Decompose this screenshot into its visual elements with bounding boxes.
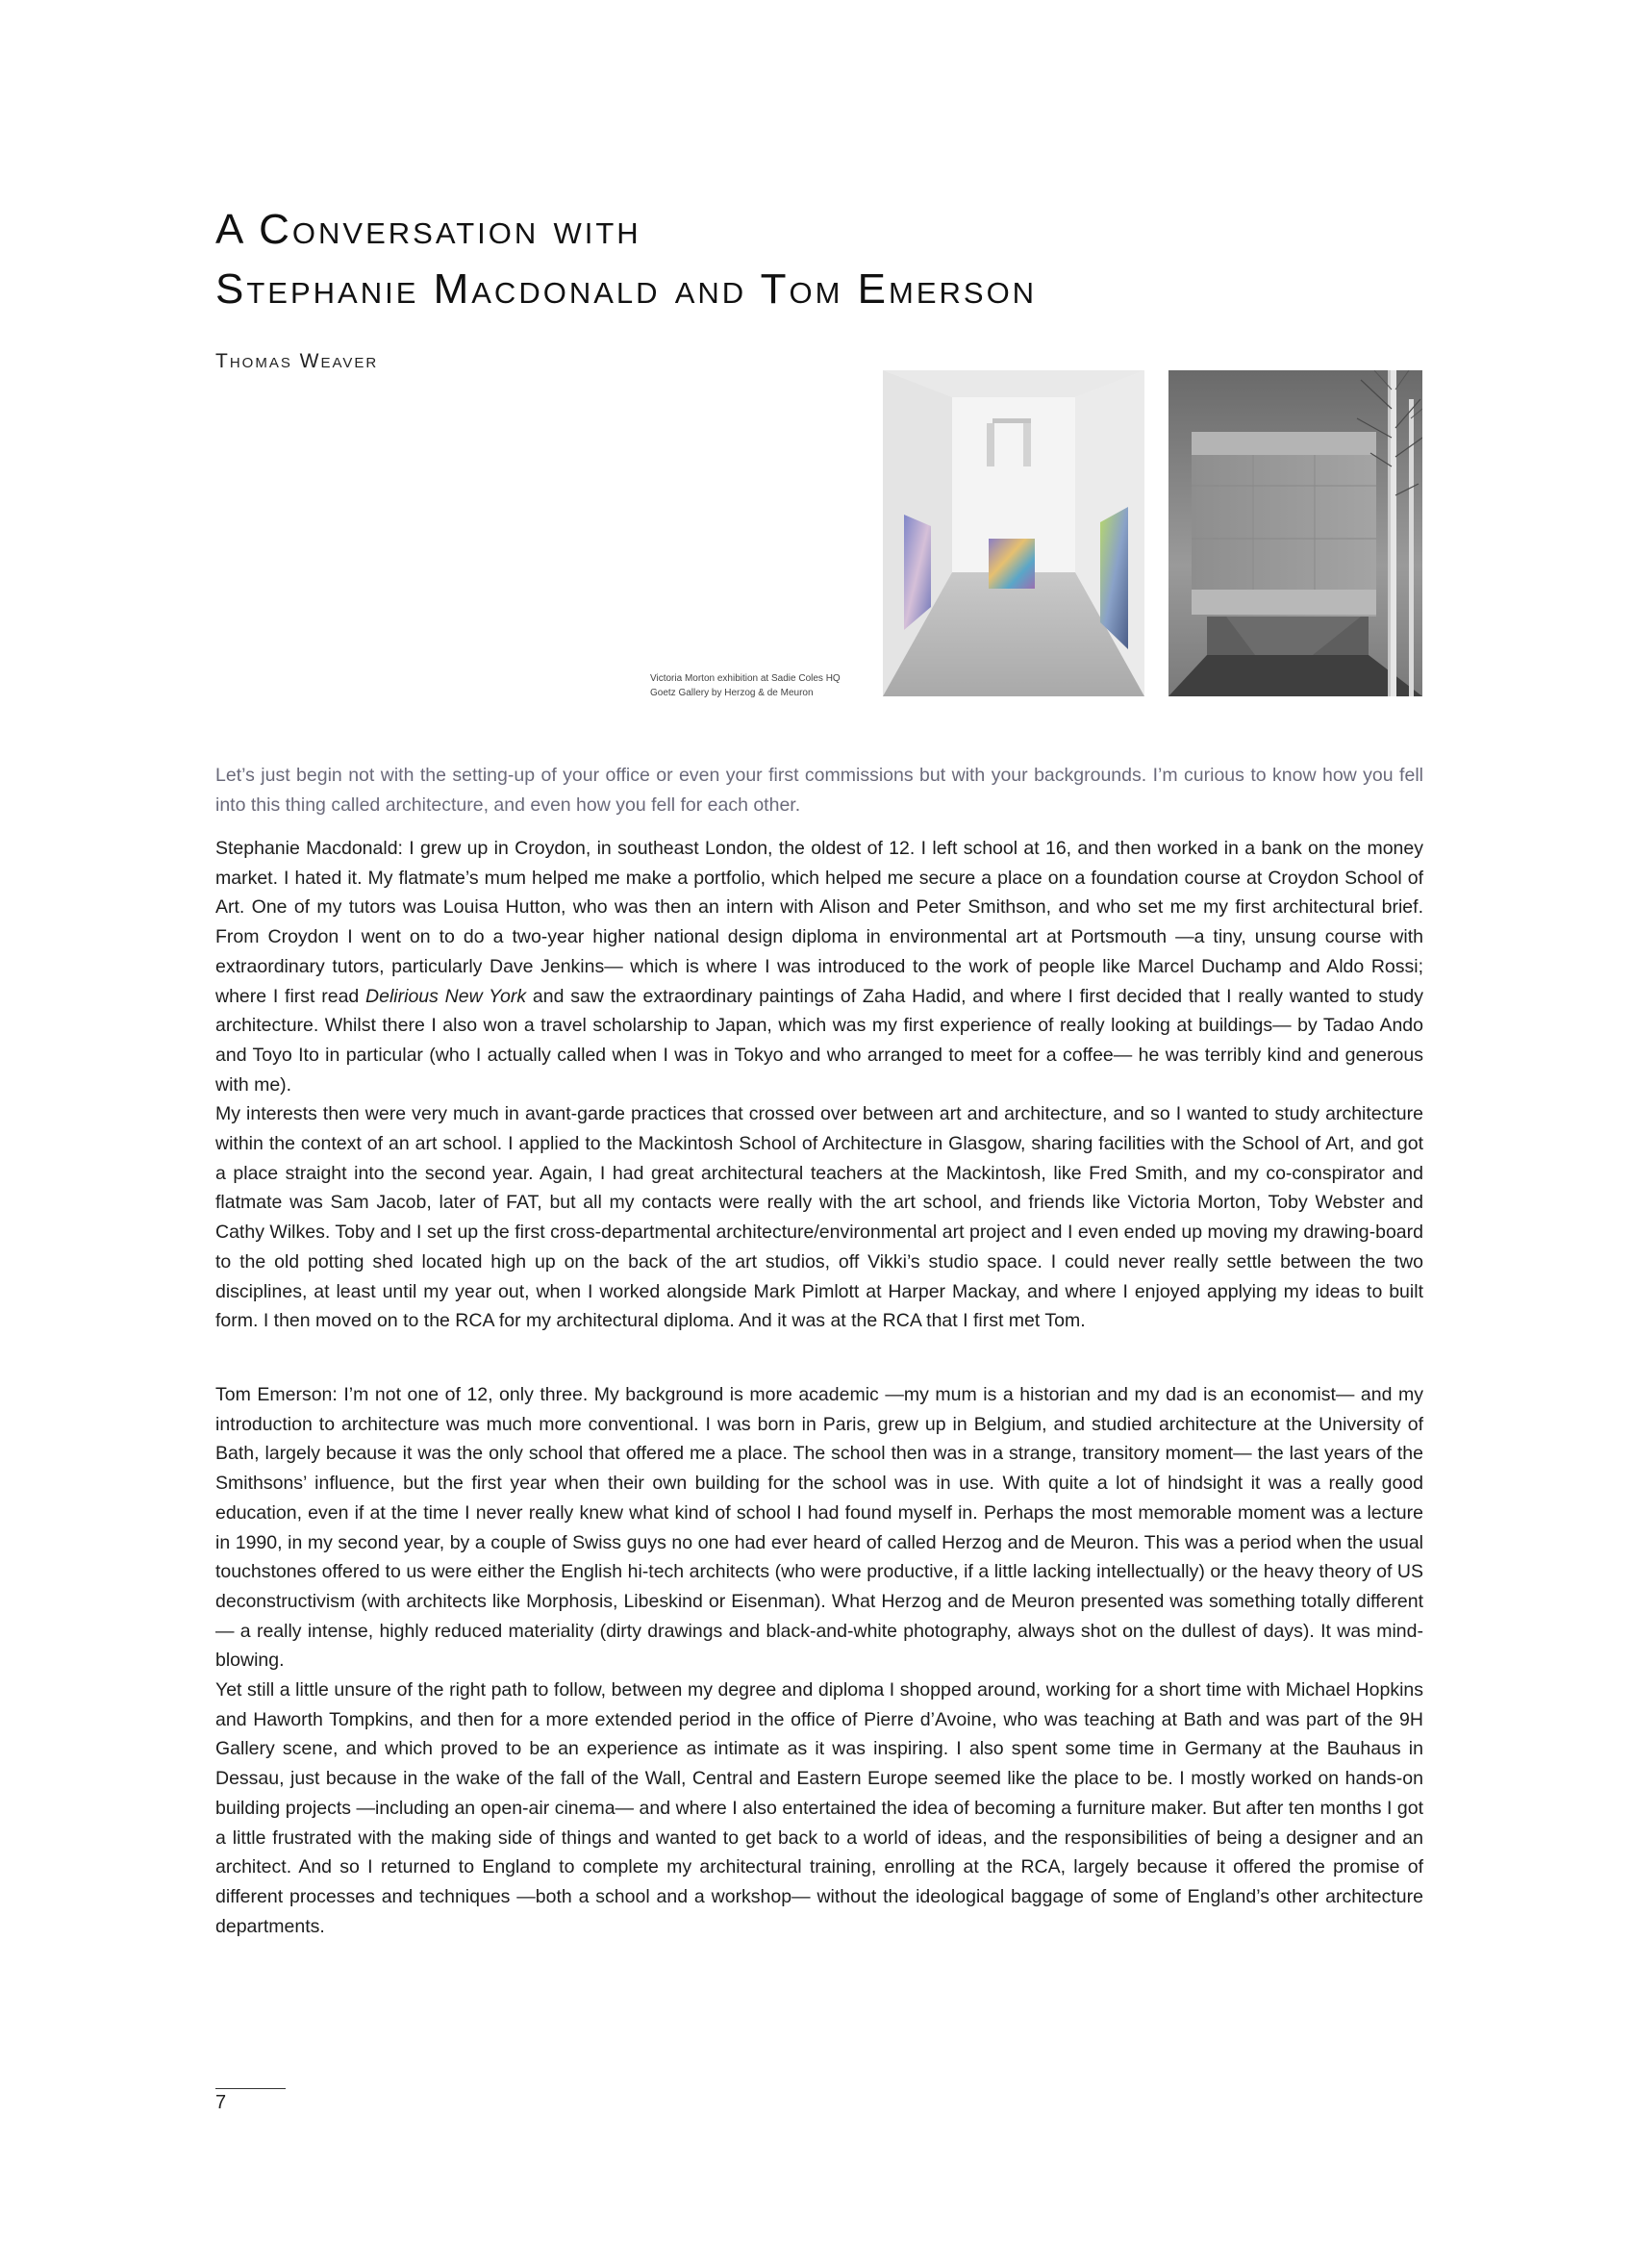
interview-question: [215, 761, 1423, 819]
page-number-rule: [215, 2088, 286, 2089]
book-title: Delirious New York: [365, 985, 527, 1007]
image-caption: [650, 671, 871, 700]
author-byline: Thomas Weaver: [215, 350, 379, 372]
title-line-2: Stephanie Macdonald and Tom Emerson: [215, 265, 1038, 313]
goetz-gallery-photo: [1168, 370, 1422, 696]
paragraph-emerson-1: Tom Emerson: I’m not one of 12, only three. My background is more academic —my mum is a historian and my dad is an economist— and my introduction to architecture was much more conventional. I was born in Paris, grew up in Belgium, and studied architecture at the University of Bath, largely because it was the only school that offered me a place. The school then was in a strange, transitory moment— the last years of the Smithsons’ influence, but the first year when their own building for the school was in use. With quite a lot of hindsight it was a really good education, even if at the time I never really knew what kind of school I had found myself in. Perhaps the most memorable moment was a lecture in 1990, in my second year, by a couple of Swiss guys no one had ever heard of called Herzog and de Meuron. This was a period when the usual touchstones offered to us were either the English hi-tech architects (who were productive, if a little lacking intellectually) or the heavy theory of US deconstructivism (with architects like Morphosis, Libeskind or Eisenman). What Herzog and de Meuron presented was something totally different— a really intense, highly reduced materiality (dirty drawings and black-and-white photography, always shot on the dullest of days). It was mind-blowing.: [215, 1384, 1423, 1672]
gallery-exhibition-photo: [883, 370, 1144, 696]
paragraph-macdonald-1-end: and saw the extraordinary paintings of Zaha Hadid, and where I first decided that I really wanted to study architecture. Whilst there I also won a travel scholarship to Japan, which was my first experience of really looking at buildings— by Tadao Ando and Toyo Ito in particular (who I actually called when I was in Tokyo and who arranged to meet for a coffee— he was terribly kind and generous with me).: [215, 985, 1424, 1096]
title-line-1: A Conversation with: [215, 206, 641, 253]
page-number: 7: [215, 2092, 227, 2113]
paragraph-macdonald-1-start: Stephanie Macdonald: I grew up in Croydon, in southeast London, the oldest of 12. I left school at 16, and then worked in a bank on the money market. I hated it. My flatmate’s mum helped me make a portfolio, which helped me secure a place on a foundation course at Croydon School of Art. One of my tutors was Louisa Hutton, who was then an intern with Alison and Peter Smithson, and who set me my first architectural brief. From Croydon I went on to do a two-year higher national design diploma in environmental art at Portsmouth —a tiny, unsung course with extraordinary tutors, particularly Dave Jenkins— which is where I was introduced to the work of people like Marcel Duchamp and Aldo Rossi; where I first read: [215, 838, 1423, 1007]
macdonald-answer: [215, 834, 1423, 1336]
paragraph-emerson-2: Yet still a little unsure of the right path to follow, between my degree and diploma I shopped around, working for a short time with Michael Hopkins and Haworth Tompkins, and then for a more extended period in the office of Pierre d’Avoine, who was teaching at Bath and was part of the 9H Gallery scene, and which proved to be an experience as intimate as it was inspiring. I also spent some time in Germany at the Bauhaus in Dessau, just because in the wake of the fall of the Wall, Central and Eastern Europe seemed like the place to be. I mostly worked on hands-on building projects —including an open-air cinema— and where I also entertained the idea of becoming a furniture maker. But after ten months I got a little frustrated with the making side of things and wanted to get back to a world of ideas, and the responsibilities of being a designer and an architect. And so I returned to England to complete my architectural training, enrolling at the RCA, largely because it offered the promise of different processes and techniques —both a school and a workshop— without the ideological baggage of some of England’s other architecture departments.: [215, 1679, 1423, 1937]
paragraph-macdonald-2: My interests then were very much in avant-garde practices that crossed over between art and architecture, and so I wanted to study architecture within the context of an art school. I applied to the Mackintosh School of Architecture in Glasgow, sharing facilities with the School of Art, and got a place straight into the second year. Again, I had great architectural teachers at the Mackintosh, like Fred Smith, and my co-conspirator and flatmate was Sam Jacob, later of FAT, but all my contacts were really with the art school, and friends like Victoria Morton, Toby Webster and Cathy Wilkes. Toby and I set up the first cross-departmental architecture/environmental art project and I even ended up moving my drawing-board to the old potting shed located high up on the back of the art studios, off Vikki’s studio space. I could never really settle between the two disciplines, at least until my year out, when I worked alongside Mark Pimlott at Harper Mackay, and where I enjoyed applying my ideas to built form. I then moved on to the RCA for my architectural diploma. And it was at the RCA that I first met Tom.: [215, 1103, 1423, 1332]
article-title: [215, 200, 1466, 319]
emerson-answer: [215, 1380, 1423, 1941]
caption-line-1: Victoria Morton exhibition at Sadie Coles HQ: [650, 673, 841, 684]
caption-line-2: Goetz Gallery by Herzog & de Meuron: [650, 688, 814, 698]
question-paragraph: Let’s just begin not with the setting-up of your office or even your first commissions but with your backgrounds. I’m curious to know how you fell into this thing called architecture, and even how you fell for each other.: [215, 765, 1423, 816]
paragraph-macdonald-1: [215, 834, 1423, 1099]
